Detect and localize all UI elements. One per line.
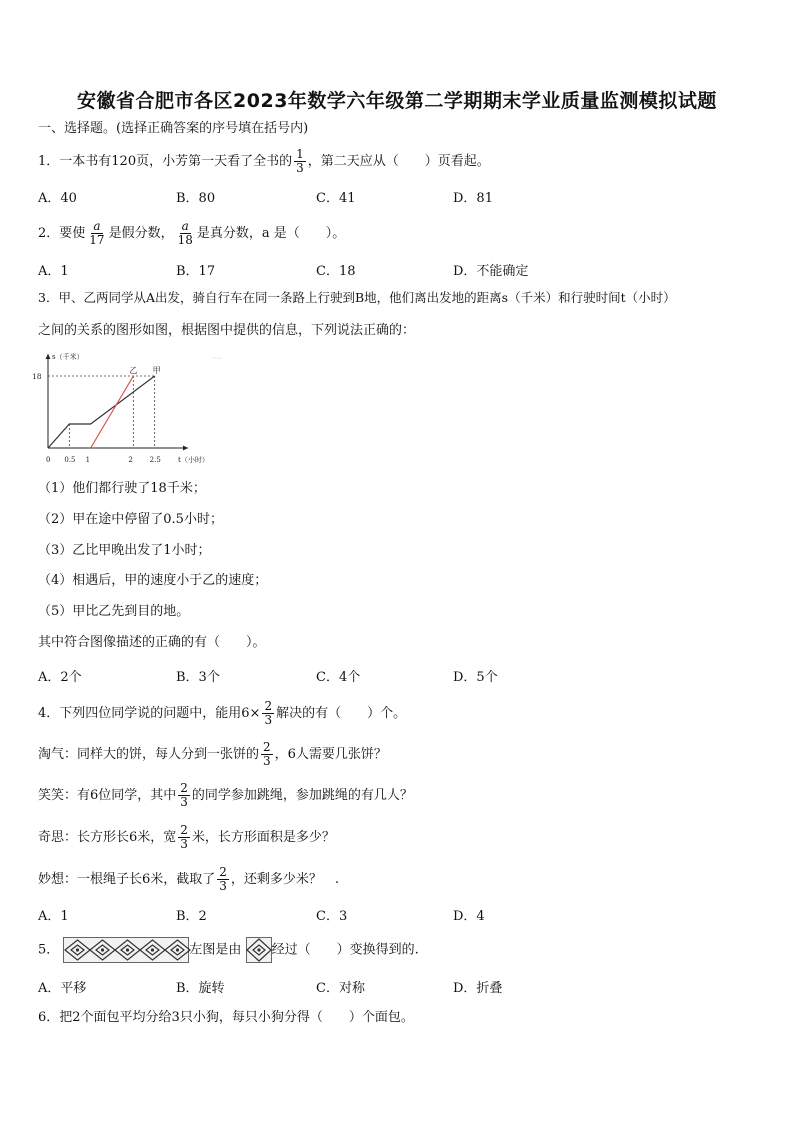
series-line-yi [91,376,134,448]
q1-text-end: ，第二天应从（ ）页看起。 [307,154,490,169]
q3-option-d[interactable]: D．5个 [453,670,498,685]
q4-option-d[interactable]: D．4 [453,909,485,924]
question-4: 4．下列四位同学说的问题中，能用6× $\frac{2}{3}$ 解决的有（ ）个。 [38,699,407,727]
x-tick-label: 1 [85,456,91,464]
q5-option-d[interactable]: D．折叠 [453,981,503,996]
y-tick-label: 18 [32,372,42,381]
series-line-jia [48,376,155,448]
q3-statement-2: （2）甲在途中停留了0.5小时； [38,512,223,527]
q1-option-c[interactable]: C．41 [316,191,356,206]
x-tick-label: 2 [128,456,133,464]
q3-statement-4: （4）相遇后，甲的速度小于乙的速度； [38,573,268,588]
question-5: 5． 左图是由 经过（ ）变换得到的. [38,937,419,964]
q4-option-a[interactable]: A．1 [38,909,69,924]
q3-statement-5: （5）甲比乙先到目的地。 [38,604,190,619]
q1-option-a[interactable]: A．40 [38,191,77,206]
section-heading: 一、选择题。(选择正确答案的序号填在括号内) [38,121,309,136]
q3-conclusion: 其中符合图像描述的正确的有（ ）。 [38,635,266,650]
y-axis-arrow [46,354,51,359]
q5-option-c[interactable]: C．对称 [316,981,365,996]
q3-statement-3: （3）乙比甲晚出发了1小时； [38,543,211,558]
q1-option-b[interactable]: B．80 [176,191,216,206]
series-label-yi: 乙 [129,366,138,375]
q4-statement-miaoxiang: 妙想：一根绳子长6米，截取了 $\frac{2}{3}$ ，还剩多少米？ . [38,865,340,893]
q4-statement-qisi: 奇思：长方形长6米，宽 $\frac{2}{3}$ 米，长方形面积是多少？ [38,823,335,851]
q4-option-b[interactable]: B．2 [176,909,207,924]
x-tick-label: 2.5 [149,456,161,464]
x-tick-label: 0 [46,456,51,464]
q1-text: 1．一本书有120页，小芳第一天看了全书的 [38,154,293,169]
series-label-jia: 甲 [152,366,161,375]
q4-option-c[interactable]: C．3 [316,909,348,924]
question-6: 6．把2个面包平均分给3只小狗，每只小狗分得（ ）个面包。 [38,1010,414,1025]
q5-option-a[interactable]: A．平移 [38,981,87,996]
q2-option-b[interactable]: B．17 [176,264,216,279]
distance-time-chart [30,350,209,470]
single-tile-image [246,937,272,963]
q3-line-1: 3．甲、乙两同学从A出发，骑自行车在同一条路上行驶到B地，他们离出发地的距离s（千米）和行驶时间t（小时） [38,290,676,305]
q2-fraction-a18: $\frac{a}{18}$ [177,219,193,247]
q2-option-d[interactable]: D．不能确定 [453,264,529,279]
q3-option-b[interactable]: B．3个 [176,670,220,685]
q1-fraction: $\frac{1}{3}$ [296,147,304,175]
q5-option-b[interactable]: B．旋转 [176,981,225,996]
pattern-strip-image [63,937,189,963]
y-axis-label: s（千米） [52,353,84,361]
page-title: 安徽省合肥市各区2023年数学六年级第二学期期末学业质量监测模拟试题 [77,90,717,112]
x-axis-arrow [183,446,188,451]
question-1 [38,148,490,175]
q4-statement-taoqi: 淘气：同样大的饼，每人分到一张饼的 $\frac{2}{3}$ ，6人需要几张饼？ [38,740,387,768]
q4-statement-xiaoxiao: 笑笑：有6位同学，其中 $\frac{2}{3}$ 的同学参加跳绳，参加跳绳的有几人？ [38,781,413,809]
q2-option-c[interactable]: C．18 [316,264,356,279]
q4-fraction: $\frac{2}{3}$ [264,699,273,727]
q3-line-2: 之间的关系的图形如图，根据图中提供的信息，下列说法正确的： [38,323,416,338]
q3-option-c[interactable]: C．4个 [316,670,361,685]
x-tick-label: 0.5 [64,456,76,464]
q1-option-d[interactable]: D．81 [453,191,493,206]
q3-statement-1: （1）他们都行驶了18千米； [38,481,206,496]
x-axis-label: t（小时） [178,456,209,464]
q2-option-a[interactable]: A．1 [38,264,69,279]
q3-option-a[interactable]: A．2个 [38,670,82,685]
q2-fraction-a17: $\frac{a}{17}$ [89,219,105,247]
question-2: 2．要使 $\frac{a}{17}$ 是假分数， $\frac{a}{18}$ 是真分数，a 是（ ）。 [38,219,346,247]
